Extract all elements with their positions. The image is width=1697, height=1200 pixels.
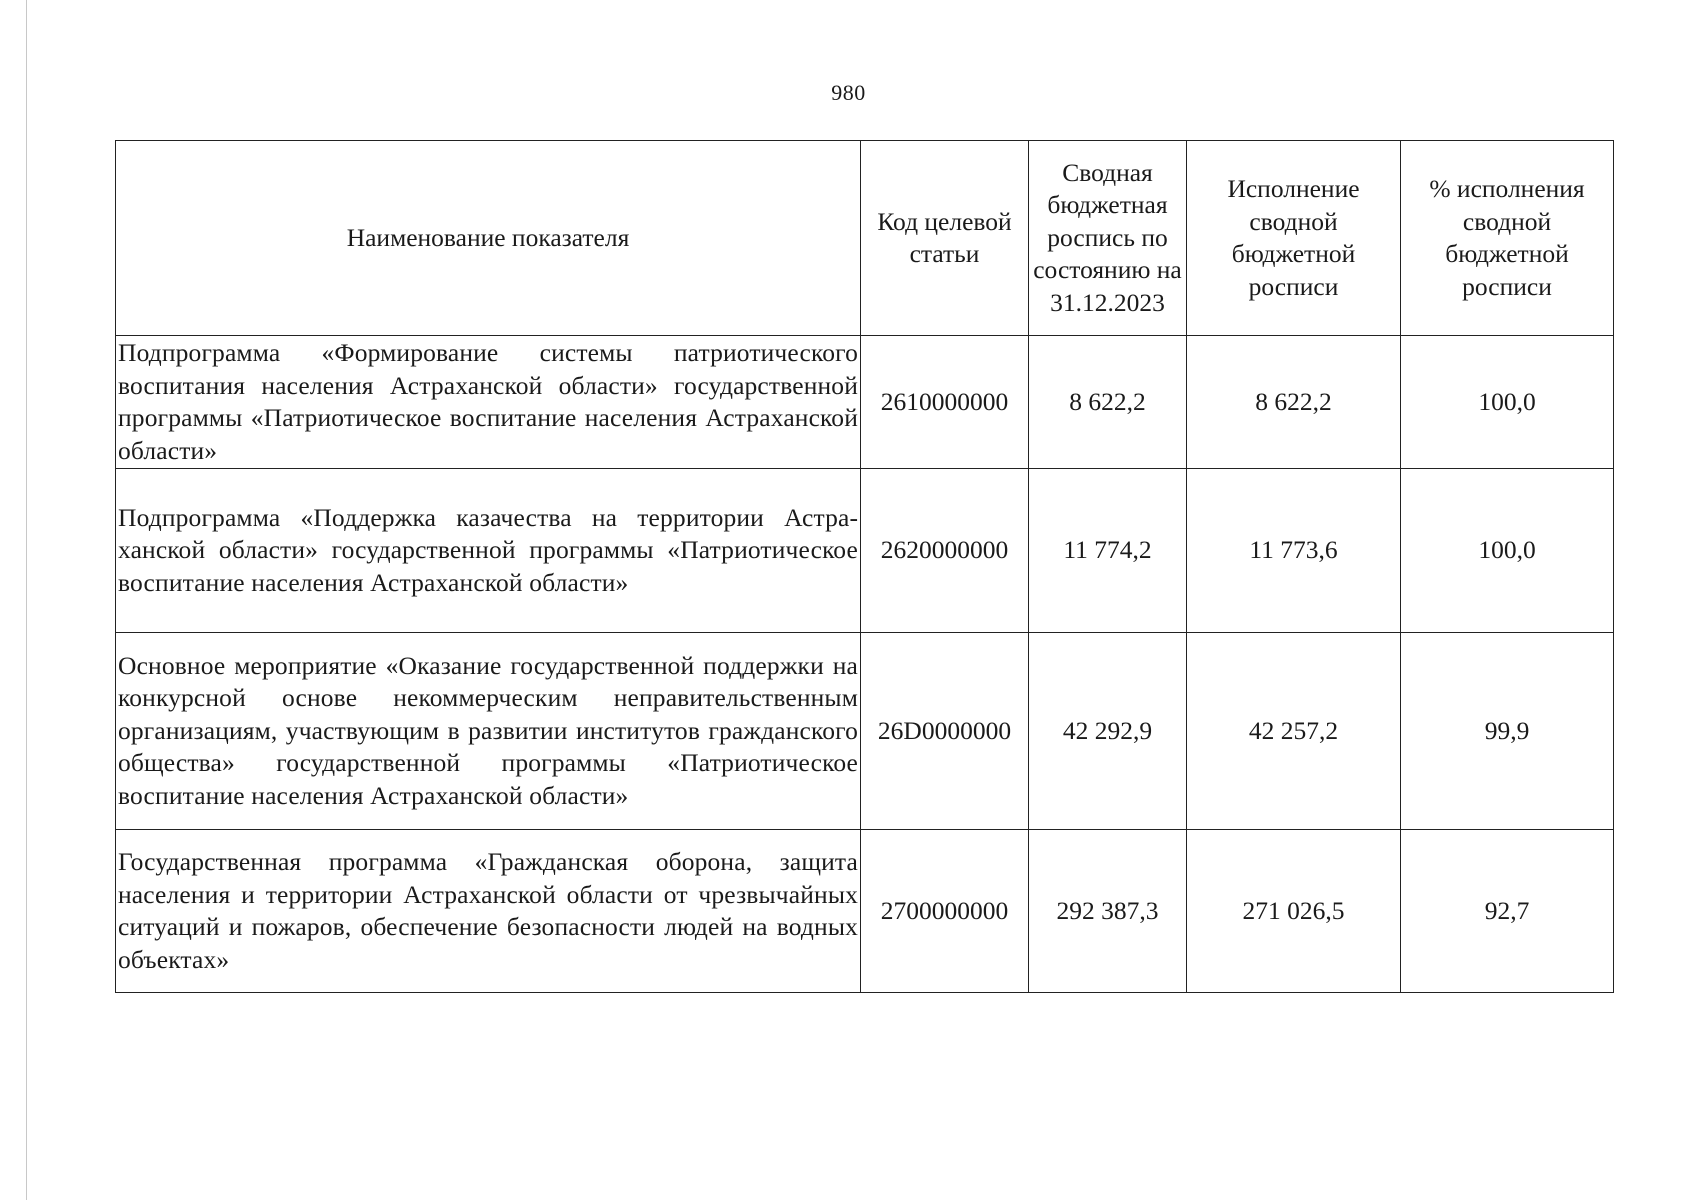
header-execution: Исполнение сводной бюджетной росписи xyxy=(1187,141,1401,336)
row-execution-percent: 92,7 xyxy=(1401,830,1614,993)
row-planned-budget: 292 387,3 xyxy=(1029,830,1187,993)
row-indicator-name: Основное мероприятие «Оказание государственной поддержки на конкурсной основе некоммерческим неправительственным организациям, участвующим в развитии институтов гражданского общества» государственной программы «Патриотическое воспитание населения Астраханской области» xyxy=(116,633,861,830)
row-indicator-name: Государственная программа «Гражданская оборона, защита населения и территории Астраханской области от чрезвычайных ситуаций и пожаров, обеспечение безопасности людей на водных объектах» xyxy=(116,830,861,993)
row-execution-percent: 99,9 xyxy=(1401,633,1614,830)
table-row xyxy=(116,469,1614,633)
row-planned-budget: 42 292,9 xyxy=(1029,633,1187,830)
table-header-row xyxy=(116,141,1614,336)
header-planned-budget: Сводная бюджетная роспись по состоянию на 31.12.2023 xyxy=(1029,141,1187,336)
row-target-code: 26D0000000 xyxy=(861,633,1029,830)
row-execution: 11 773,6 xyxy=(1187,469,1401,633)
header-target-code: Код целевой статьи xyxy=(861,141,1029,336)
row-execution-percent: 100,0 xyxy=(1401,469,1614,633)
row-execution: 271 026,5 xyxy=(1187,830,1401,993)
row-indicator-name: Подпрограмма «Поддержка казачества на территории Астраханской области» государственной программы «Патриотическое воспитание населения Астраханской области» xyxy=(116,469,861,633)
table-row xyxy=(116,336,1614,469)
row-target-code: 2700000000 xyxy=(861,830,1029,993)
row-target-code: 2610000000 xyxy=(861,336,1029,469)
table-row xyxy=(116,830,1614,993)
row-planned-budget: 11 774,2 xyxy=(1029,469,1187,633)
row-execution-percent: 100,0 xyxy=(1401,336,1614,469)
row-target-code: 2620000000 xyxy=(861,469,1029,633)
header-execution-percent: % исполнения сводной бюджетной росписи xyxy=(1401,141,1614,336)
row-execution: 42 257,2 xyxy=(1187,633,1401,830)
table-row xyxy=(116,633,1614,830)
row-execution: 8 622,2 xyxy=(1187,336,1401,469)
row-indicator-name: Подпрограмма «Формирование системы патриотического воспитания населения Астраханской области» государственной программы «Патриотическое воспитание населения Астраханской области» xyxy=(116,336,861,469)
page-number: 980 xyxy=(831,80,866,105)
scan-edge-line xyxy=(26,0,27,1200)
budget-execution-table xyxy=(115,140,1614,993)
header-indicator-name: Наименование показателя xyxy=(116,141,861,336)
row-planned-budget: 8 622,2 xyxy=(1029,336,1187,469)
